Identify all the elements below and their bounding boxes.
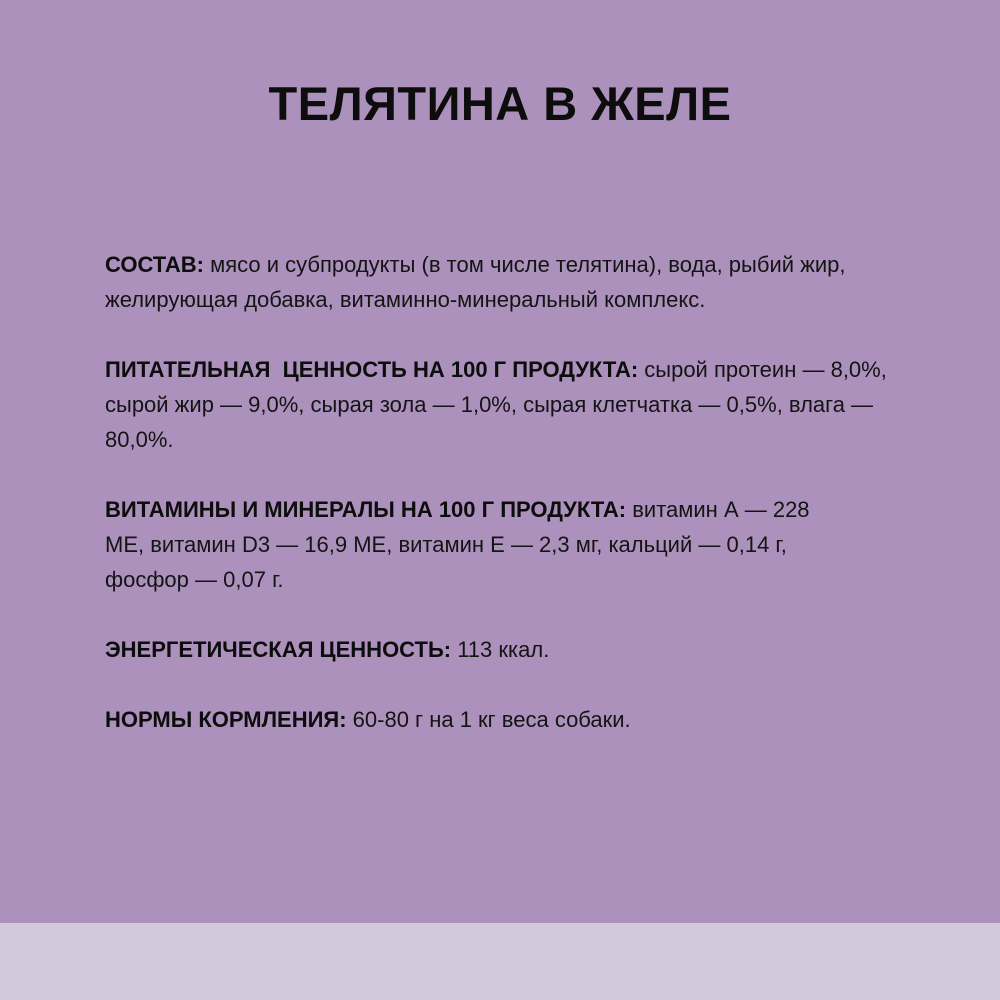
page-title: ТЕЛЯТИНА В ЖЕЛЕ bbox=[268, 77, 732, 130]
nutritional-value-section bbox=[105, 352, 905, 457]
vitamins-minerals-label: ВИТАМИНЫ И МИНЕРАЛЫ НА 100 Г ПРОДУКТА: bbox=[105, 497, 627, 522]
energy-value-label: ЭНЕРГЕТИЧЕСКАЯ ЦЕННОСТЬ: bbox=[105, 637, 452, 662]
nutritional-value-label: ПИТАТЕЛЬНАЯ ЦЕННОСТЬ НА 100 Г ПРОДУКТА: bbox=[105, 357, 639, 382]
nutritional-value-text: сырой протеин — 8,0%, сырой жир — 9,0%, сырая зола — 1,0%, сырая клетчатка — 0,5%, влага — 80,0%. bbox=[105, 357, 887, 452]
energy-value-text: 113 ккал. bbox=[451, 637, 550, 662]
composition-section bbox=[105, 247, 905, 317]
energy-value-section bbox=[105, 632, 905, 667]
composition-label: СОСТАВ: bbox=[105, 252, 204, 277]
feeding-norms-section bbox=[105, 702, 905, 737]
feeding-norms-text: 60-80 г на 1 кг веса собаки. bbox=[346, 707, 631, 732]
vitamins-minerals-section bbox=[105, 492, 840, 597]
footer-band bbox=[0, 923, 1000, 1000]
product-info bbox=[105, 247, 905, 772]
vitamins-minerals-text: витамин А — 228 МЕ, витамин D3 — 16,9 МЕ, витамин Е — 2,3 мг, кальций — 0,14 г, фосфор — 0,07 г. bbox=[105, 497, 810, 592]
feeding-norms-label: НОРМЫ КОРМЛЕНИЯ: bbox=[105, 707, 347, 732]
composition-text: мясо и субпродукты (в том числе телятина), вода, рыбий жир, желирующая добавка, витаминно-минеральный комплекс. bbox=[105, 252, 846, 312]
